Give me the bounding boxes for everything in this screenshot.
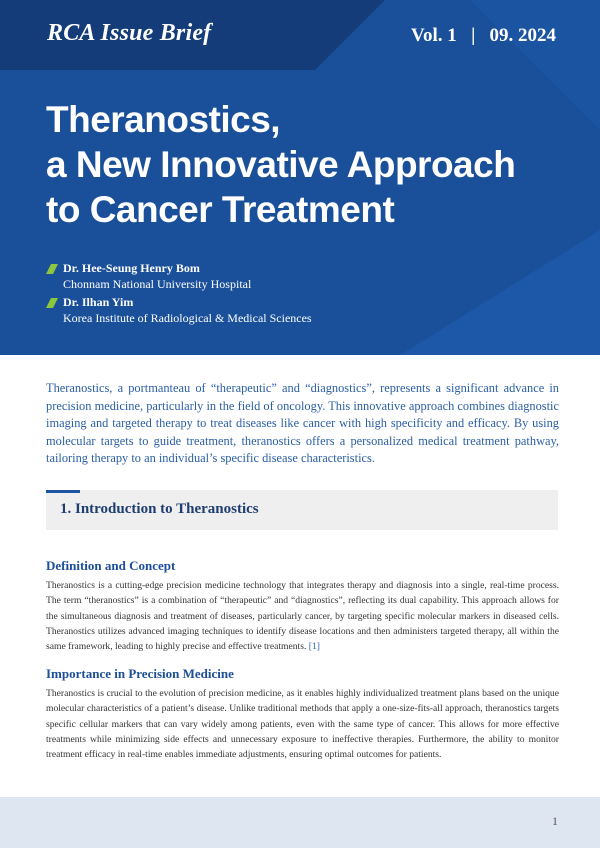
header-banner	[0, 0, 600, 355]
issue-info	[411, 25, 556, 47]
author-affiliation: Korea Institute of Radiological & Medical Sciences	[63, 311, 312, 325]
title-line-1: Theranostics,	[46, 99, 281, 140]
abstract: Theranostics, a portmanteau of “therapeutic” and “diagnostics”, represents a significant advance in precision medicine, particularly in the field of oncology. This innovative approach combines diagnostic imaging and targeted therapy to treat diseases like cancer with high specificity and efficacy. By using molecular targets to guide treatment, theranostics offers a personalized medical treatment pathway, tailoring therapy to an individual’s specific disease characteristics.	[46, 381, 559, 465]
section-title: 1. Introduction to Theranostics	[60, 501, 259, 517]
author-affiliation: Chonnam National University Hospital	[63, 277, 252, 291]
page-number: 1	[552, 814, 558, 828]
author-bullet-icon	[46, 298, 58, 308]
paragraph-text: Theranostics is a cutting-edge precision medicine technology that integrates therapy and diagnosis into a single, real-time process. The term “theranostics” is a combination of “therapeutic” and “diagnostics”, reflecting its dual capability. This approach allows for the simultaneous diagnosis and treatment of diseases, particularly cancer, by targeting specific molecular markers in diseased cells. Theranostics utilizes advanced imaging techniques to identify disease locations and then administers targeted therapy, all within the same framework, leading to highly precise and effective treatments.	[46, 580, 559, 653]
citation-link[interactable]: [1]	[308, 641, 320, 653]
page-footer	[0, 797, 600, 848]
section-heading-box	[46, 490, 558, 530]
publication-name: RCA Issue Brief	[47, 20, 212, 46]
title-line-3: to Cancer Treatment	[46, 189, 395, 230]
volume-label: Vol. 1	[411, 25, 457, 46]
author-name: Dr. Ilhan Yim	[63, 295, 134, 309]
author-name: Dr. Hee-Seung Henry Bom	[63, 261, 200, 275]
section-accent-bar	[46, 490, 80, 493]
page-title	[46, 97, 566, 232]
author-bullet-icon	[46, 264, 58, 274]
subheading-importance: Importance in Precision Medicine	[46, 666, 234, 681]
paragraph-importance: Theranostics is crucial to the evolution of precision medicine, as it enables highly individualized treatment plans based on the unique molecular characteristics of a patient’s disease. Unlike traditional methods that apply a one-size-fits-all approach, theranostics targets specific cellular markers that can vary widely among patients, even with the same type of cancer. This allows for more effective treatments while minimizing side effects and unnecessary exposure to ineffective therapies. Furthermore, the ability to monitor treatment efficacy in real-time enables immediate adjustments, ensuring optimal outcomes for patients.	[46, 688, 559, 761]
paragraph-definition	[46, 578, 559, 654]
issue-date: 09. 2024	[489, 25, 556, 46]
issue-separator: |	[471, 25, 476, 46]
subheading-definition: Definition and Concept	[46, 558, 176, 573]
title-line-2: a New Innovative Approach	[46, 144, 516, 185]
